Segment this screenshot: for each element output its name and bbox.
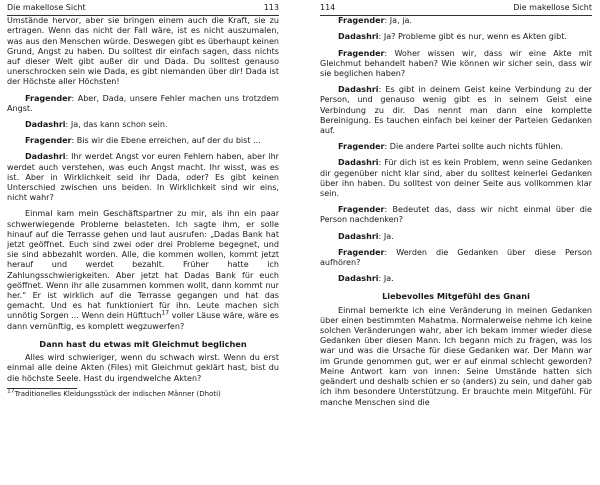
utterance: : Für dich ist es kein Problem, wenn seine Gedanken dir gegenüber nicht klar sind, aber du solltest keinerlei Gedanken über ihn haben. Du solltest von deiner Seite aus vollkommen klar sein. [320, 158, 592, 199]
right-exchange-2 [320, 32, 592, 42]
utterance: : Ja? Probleme gibt es nur, wenn es Akten gibt. [378, 32, 567, 42]
utterance: : Ja, das kann schon sein. [65, 120, 168, 130]
utterance: : Ja. [378, 274, 394, 284]
right-exchange-4 [320, 85, 592, 136]
left-section-heading: Dann hast du etwas mit Gleichmut beglichen [39, 338, 247, 349]
left-exchange-2 [7, 120, 279, 130]
right-exchange-1 [320, 16, 592, 26]
right-exchange-5 [320, 142, 592, 152]
right-page [320, 0, 592, 485]
paragraph-text-end: voller Läuse wäre, wäre es dann vernünftig, es komplett wegzuwerfen? [7, 311, 279, 331]
right-running-head [320, 1, 592, 16]
left-page-number: 113 [263, 3, 279, 12]
speaker: Dadashri [338, 274, 379, 284]
left-exchange-4 [7, 152, 279, 203]
left-running-head [7, 1, 279, 16]
right-exchange-7 [320, 205, 592, 225]
right-exchange-9 [320, 248, 592, 268]
footnote-text: Traditionelles Kleidungsstück der indischen Männer (Dhoti) [14, 389, 221, 398]
right-exchange-3 [320, 49, 592, 80]
left-page [7, 0, 279, 485]
right-page-number: 114 [320, 3, 336, 12]
speaker: Dadashri [338, 158, 379, 168]
utterance: : Bedeutet das, dass wir nicht einmal über die Person nachdenken? [320, 205, 592, 225]
left-header-title: Die makellose Sicht [7, 3, 86, 12]
footnote-rule [7, 388, 77, 389]
paragraph-text: Einmal kam mein Geschäftspartner zu mir, als ihn ein paar schwerwiegende Probleme belasteten. Ich sagte ihm, er solle hinauf auf die Terrasse gehen und laut ausrufen: „Dadas Bank hat jetzt geöffnet. Euch sind zwei oder drei Probleme begegnet, und sie sind abbezahlt worden. Alle, die kommen wollen, kommt jetzt herauf und werdet bezahlt. Früher hatte ich Zahlungsschwierigkeiten. Aber jetzt hat Dadas Bank für euch geöffnet. Wenn ihr alle zusammen kommen wollt, dann kommt nur her.“ Er ist wirklich auf die Terrasse gegangen und hat das gemacht. Und es hat funktioniert für ihn. Leute machen sich unnötig Sorgen ... Wenn dein Hüfttuch [7, 209, 279, 321]
speaker: Fragender [25, 93, 72, 103]
utterance: : Ihr werdet Angst vor euren Fehlern haben, aber ihr werdet auch verstehen, was euch Angst macht. Ihr wisst, was es ist. Aber in Wirklichkeit seid ihr Dada, oder? Es gibt keinen Unterschied zwischen uns beiden. In Wirklichkeit sind wir eins, nicht wahr? [7, 152, 279, 203]
utterance: : Woher wissen wir, dass wir eine Akte mit Gleichmut behandelt haben? Wie können wir sicher sein, dass wir sie beglichen haben? [320, 48, 592, 79]
left-exchange-3 [7, 136, 279, 146]
left-paragraph-3: Alles wird schwieriger, wenn du schwach wirst. Wenn du erst einmal alle deine Akten (Files) mit Gleichmut geklärt hast, bist du die höchste Seele. Hast du irgendwelche Akten? [7, 353, 279, 383]
utterance: : Ja, ja. [384, 16, 412, 26]
speaker: Dadashri [338, 231, 379, 241]
speaker: Fragender [338, 142, 385, 152]
footnote-reference: 17 [161, 309, 170, 317]
footnote [7, 387, 279, 399]
footnote-mark: 17 [7, 387, 15, 395]
right-exchange-8 [320, 232, 592, 242]
speaker: Fragender [338, 48, 385, 58]
left-exchange-1 [7, 94, 279, 114]
utterance: : Aber, Dada, unsere Fehler machen uns trotzdem Angst. [7, 93, 279, 113]
speaker: Dadashri [338, 85, 379, 95]
utterance: : Es gibt in deinem Geist keine Verbindung zu der Person, und genauso wenig gibt es in seinem Geist eine Verbindung zu dir. Das nennt man dann eine komplette Bereinigung. Es tauchen einfach bei keiner der Parteien Gedanken auf. [320, 85, 592, 136]
utterance: : Ja. [378, 231, 394, 241]
right-paragraph-1: Einmal bemerkte ich eine Veränderung in meinen Gedanken über einen bestimmten Mahatma. Normalerweise nehme ich keine solchen Veränderungen wahr, aber ich bekam immer wieder diese Gedanken über diesen Mann. Ich begann mich zu fragen, was los war und was die Ursache für diese Gedanken war. Der Mann war im Grunde genommen gut, wer er auf einmal schlecht geworden? Meine Antwort kam von innen: Seine Umstände hatten sich geändert und deshalb schien er so (anders) zu sein, und daher gab ich ihm besondere Unterstützung. Er brauchte mein Mitgefühl. Für manche Menschen sind die [320, 305, 592, 407]
speaker: Dadashri [25, 152, 66, 162]
utterance: : Bis wir die Ebene erreichen, auf der du bist ... [71, 136, 261, 146]
speaker: Fragender [338, 247, 385, 257]
utterance: : Werden die Gedanken über diese Person aufhören? [320, 247, 592, 268]
speaker: Fragender [338, 16, 385, 26]
utterance: : Die andere Partei sollte auch nichts fühlen. [384, 142, 564, 152]
left-paragraph-1: Umstände hervor, aber sie bringen einem auch die Kraft, sie zu ertragen. Wenn das nicht der Fall wäre, ist es nicht auszumalen, was aus den Menschen würde. Deswegen gibt es überhaupt keinen Grund, Angst zu haben. Du solltest dir einfach sagen, dass nichts auf dieser Welt gibt außer dir und Dada. Du solltest genauso unerschrocken sein wie Dada, es gibt niemanden über dir! Dada ist der Höchste aller Höchsten! [7, 16, 279, 87]
right-header-title: Die makellose Sicht [513, 3, 592, 12]
left-paragraph-2 [7, 209, 279, 331]
right-exchange-6 [320, 158, 592, 199]
speaker: Fragender [25, 136, 72, 146]
right-section-heading: Liebevolles Mitgefühl des Gnani [382, 291, 530, 302]
right-exchange-10 [320, 274, 592, 284]
speaker: Dadashri [338, 32, 379, 42]
speaker: Fragender [338, 205, 385, 215]
speaker: Dadashri [25, 120, 66, 130]
